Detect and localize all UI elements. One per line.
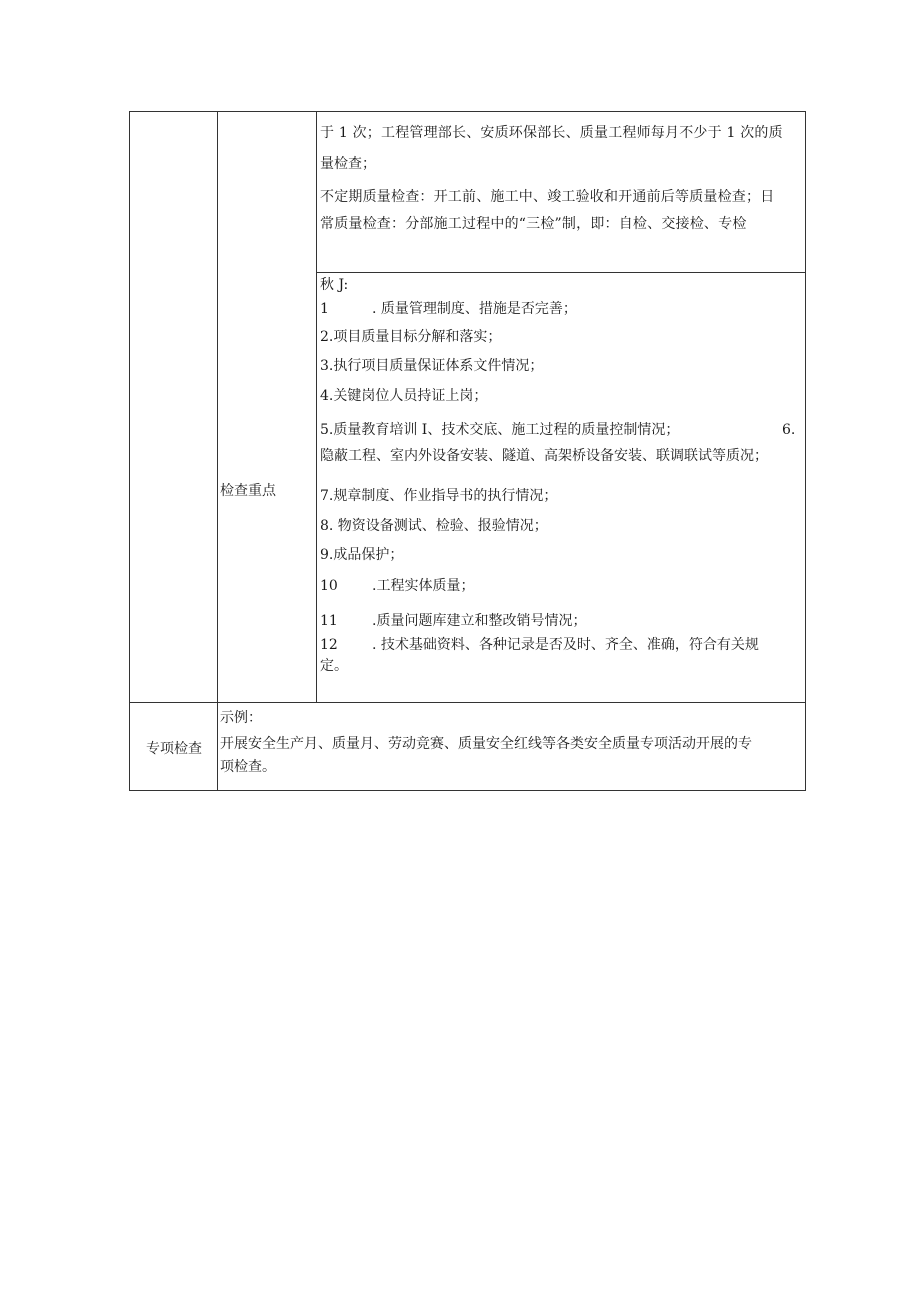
row3-line-2: 开展安全生产月、质量月、劳动竞赛、质量安全红线等各类安全质量专项活动开展的专 xyxy=(220,736,752,752)
item-12-text: . 技术基础资料、各种记录是否及时、齐全、准确，符合有关规 xyxy=(372,637,759,653)
row3-label: 专项检查 xyxy=(146,741,202,757)
row-divider-2 xyxy=(130,702,806,703)
item-12-continuation: 定。 xyxy=(320,658,348,674)
item-3: 3.执行项目质量保证体系文件情况； xyxy=(320,358,544,374)
row1-line-2: 量检查； xyxy=(320,156,376,172)
item-6-number: 6. xyxy=(782,422,796,438)
item-11-number: 11 xyxy=(320,613,338,629)
row2-label: 检查重点 xyxy=(220,483,276,499)
row2-head: 秋 J: xyxy=(320,277,349,293)
col-divider-2 xyxy=(316,112,317,702)
item-11-text: .质量问题库建立和整改销号情况； xyxy=(372,613,587,629)
item-4: 4.关键岗位人员持证上岗； xyxy=(320,388,488,404)
item-8: 8. 物资设备测试、检验、报验情况； xyxy=(320,518,548,534)
item-10-text: .工程实体质量； xyxy=(372,578,475,594)
row1-line-3: 不定期质量检查：开工前、施工中、竣工验收和开通前后等质量检查；日 xyxy=(320,189,775,205)
item-1-number: 1 xyxy=(320,301,329,317)
row3-line-3: 项检查。 xyxy=(220,759,276,775)
item-10-number: 10 xyxy=(320,578,338,594)
item-6-text: 隐蔽工程、室内外设备安装、隧道、高架桥设备安装、联调联试等质况； xyxy=(320,448,768,464)
item-1-text: . 质量管理制度、措施是否完善； xyxy=(372,301,577,317)
row1-line-4: 常质量检查：分部施工过程中的“三检”制，即：自检、交接检、专检 xyxy=(320,216,747,232)
item-2: 2.项目质量目标分解和落实； xyxy=(320,329,502,345)
inspection-table xyxy=(129,111,806,791)
col-divider-1 xyxy=(217,112,218,790)
item-9: 9.成品保护； xyxy=(320,547,404,563)
item-12-number: 12 xyxy=(320,637,338,653)
row3-line-1: 示例： xyxy=(220,710,262,726)
row-divider-1 xyxy=(316,272,806,273)
item-7: 7.规章制度、作业指导书的执行情况； xyxy=(320,488,558,504)
row1-line-1: 于 1 次；工程管理部长、安质环保部长、质量工程师每月不少于 1 次的质 xyxy=(320,125,783,141)
item-5: 5.质量教育培训 I、技术交底、施工过程的质量控制情况； xyxy=(320,422,680,438)
